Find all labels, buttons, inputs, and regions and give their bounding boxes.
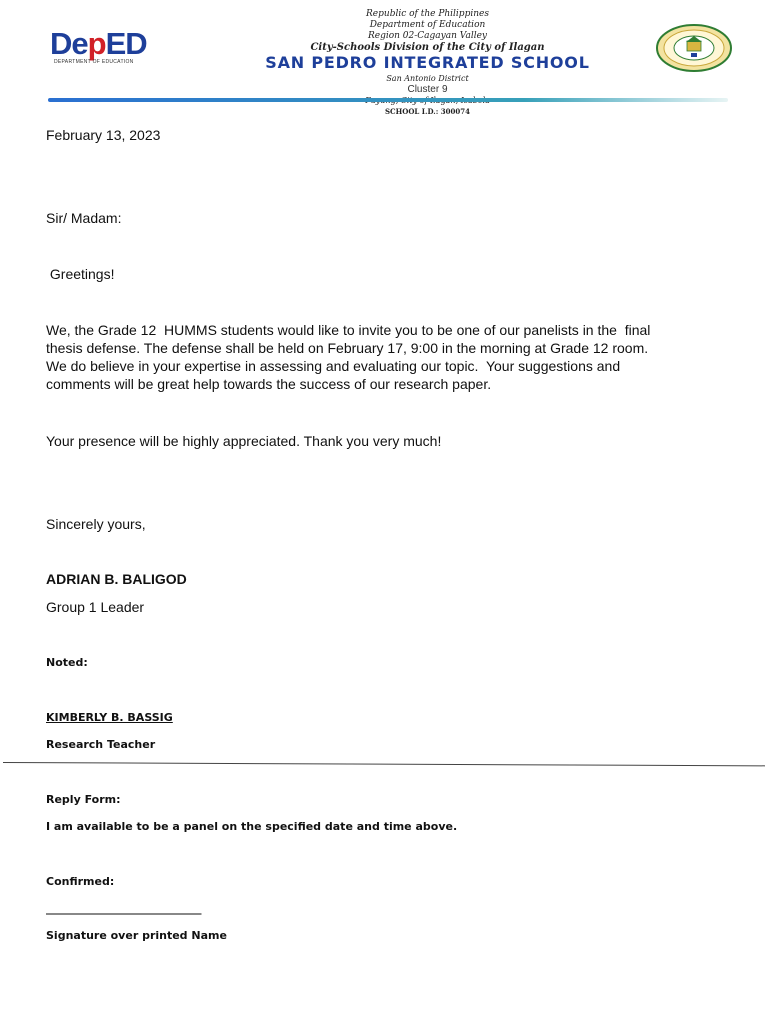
letter-body bbox=[46, 321, 726, 393]
body-line: We, the Grade 12 HUMMS students would like to invite you to be one of our panelists in the final bbox=[46, 322, 651, 338]
reply-form-title: Reply Form: bbox=[46, 793, 121, 806]
letter-date: February 13, 2023 bbox=[46, 127, 161, 143]
letterhead bbox=[0, 0, 768, 116]
region-line: Region 02-Cagayan Valley bbox=[367, 31, 487, 41]
reply-statement: I am available to be a panel on the specified date and time above. bbox=[46, 820, 458, 833]
header-divider-bar bbox=[48, 98, 728, 102]
school-seal-icon bbox=[656, 24, 732, 72]
deped-logo-text: DepED bbox=[50, 26, 147, 61]
cluster-line: Cluster 9 bbox=[407, 84, 448, 95]
school-name: SAN PEDRO INTEGRATED SCHOOL bbox=[265, 53, 590, 72]
republic-line: Republic of the Philippines bbox=[366, 9, 489, 19]
appreciation-line: Your presence will be highly appreciated. Thank you very much! bbox=[46, 433, 442, 449]
noted-label: Noted: bbox=[46, 656, 88, 669]
salutation: Sir/ Madam: bbox=[46, 210, 122, 226]
signature-line: _______________________________ bbox=[46, 902, 201, 915]
signer-name: ADRIAN B. BALIGOD bbox=[46, 571, 187, 587]
body-line: We do believe in your expertise in assessing and evaluating our topic. Your suggestions and bbox=[46, 358, 621, 374]
deped-logo bbox=[50, 28, 185, 66]
deped-logo-subtext: DEPARTMENT OF EDUCATION bbox=[54, 59, 134, 65]
school-id-line: SCHOOL I.D.: 300074 bbox=[384, 107, 470, 116]
division-line: City-Schools Division of the City of Ilagan bbox=[310, 42, 545, 53]
department-line: Department of Education bbox=[369, 20, 486, 30]
teacher-role: Research Teacher bbox=[46, 738, 156, 751]
cut-line-divider bbox=[3, 762, 765, 766]
body-line: thesis defense. The defense shall be held on February 17, 9:00 in the morning at Grade 12 room. bbox=[46, 340, 649, 356]
teacher-name: KIMBERLY B. BASSIG bbox=[46, 711, 173, 724]
signature-label: Signature over printed Name bbox=[46, 929, 227, 942]
signer-role: Group 1 Leader bbox=[46, 599, 145, 615]
greeting: Greetings! bbox=[46, 266, 115, 282]
district-line: San Antonio District bbox=[386, 74, 469, 83]
closing: Sincerely yours, bbox=[46, 516, 146, 532]
body-line: comments will be great help towards the success of our research paper. bbox=[46, 376, 492, 392]
confirmed-label: Confirmed: bbox=[46, 875, 115, 888]
